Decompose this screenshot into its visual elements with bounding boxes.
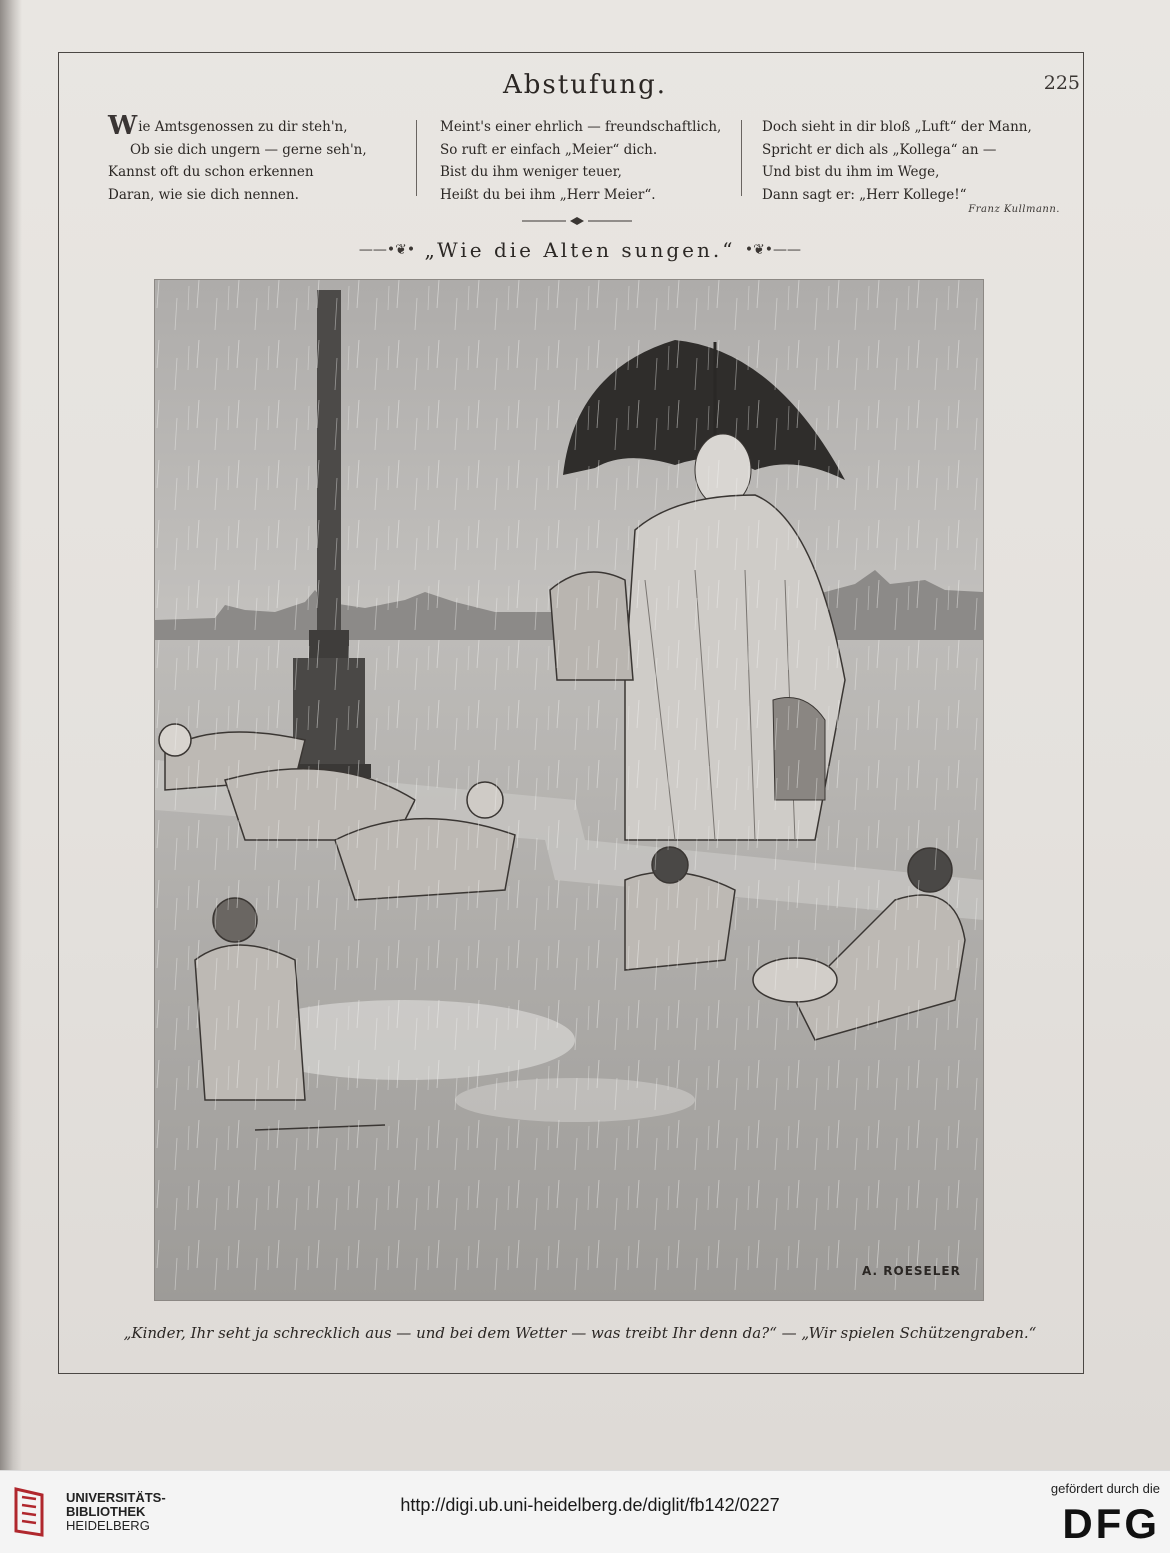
poem-line: Daran, wie sie dich nennen. (108, 186, 299, 203)
dfg-logo[interactable]: DFG (1062, 1500, 1160, 1547)
rain-scene-drawing (155, 280, 983, 1300)
column-divider (741, 120, 742, 196)
funding-note: gefördert durch die (1050, 1481, 1160, 1496)
cartoon-caption: „Kinder, Ihr seht ja schrecklich aus — und bei dem Wetter — was treibt Ihr denn da?“ — „Wir spielen Schützengraben.“ (123, 1324, 1037, 1342)
poem-line: Spricht er dich als „Kollega“ an — (762, 141, 997, 158)
poem-line: Kannst oft du schon erkennen (108, 164, 314, 180)
poem-column-1 (108, 111, 408, 206)
poem-line: Dann sagt er: „Herr Kollege!“ (762, 186, 967, 203)
poem-line: Und bist du ihm im Wege, (762, 164, 940, 180)
drop-cap: W (108, 111, 138, 141)
poem-line: So ruft er einfach „Meier“ dich. (440, 141, 658, 158)
page-number: 225 (1043, 72, 1080, 94)
title-ornament-right: •❦•—— (744, 242, 802, 258)
poem-author: Franz Kullmann. (968, 204, 1060, 215)
permalink-url[interactable]: http://digi.ub.uni-heidelberg.de/diglit/fb142/0227 (400, 1495, 780, 1515)
poem-line: Meint's einer ehrlich — freundschaftlich, (440, 119, 722, 135)
poem-line: Wie Amtsgenossen zu dir steh'n, (108, 111, 348, 141)
university-library-logo-icon[interactable] (12, 1487, 48, 1537)
cartoon-title (330, 238, 830, 272)
poem-line: Bist du ihm weniger teuer, (440, 164, 622, 180)
poem-line: Heißt du bei ihm „Herr Meier“. (440, 186, 656, 203)
cartoon-title-text: „Wie die Alten sungen.“ (424, 238, 736, 262)
title-ornament-left: ——•❦• (358, 242, 416, 258)
poem-column-3 (762, 116, 1062, 206)
page-title: Abstufung. (503, 70, 667, 100)
viewer-footer (0, 1470, 1170, 1553)
ornament-divider-icon (522, 217, 632, 225)
library-name[interactable]: UNIVERSITÄTS- BIBLIOTHEK HEIDELBERG (66, 1490, 166, 1533)
poem-line: Ob sie dich ungern — gerne seh'n, (130, 141, 367, 158)
poem-column-2 (440, 116, 730, 206)
column-divider (416, 120, 417, 196)
artist-signature: A. ROESELER (862, 1264, 961, 1278)
cartoon-illustration (154, 279, 984, 1301)
poem-line: Doch sieht in dir bloß „Luft“ der Mann, (762, 119, 1032, 135)
rain-streaks (155, 280, 983, 1300)
